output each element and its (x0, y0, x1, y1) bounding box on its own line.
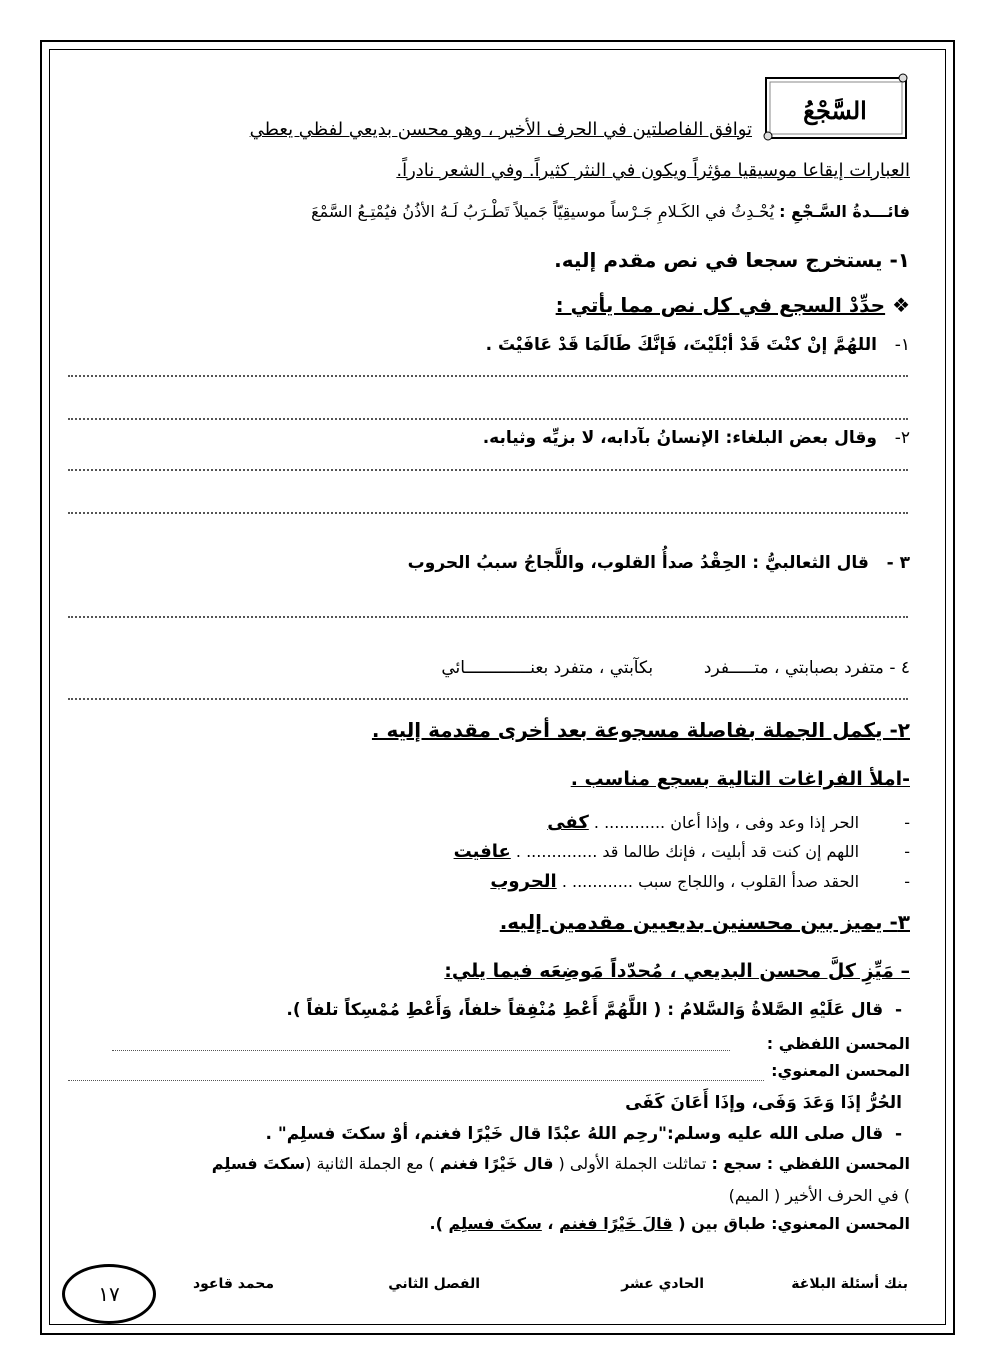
hadith-1: - قال عَلَيْهِ الصَّلاةُ وَالسَّلامُ : ( اللَّهُمَّ أَعْطِ مُنْفِقاً خلفاً، وَأَعْطِ مُمْسِكاً تلفاً ). (286, 1000, 902, 1020)
section2-instruction: -املأ الفراغات التالية بسجع مناسب . (570, 768, 910, 790)
section3-instruction: – مَيِّزِ كلَّ محسن البديعي ، مُحدّداً مَوضِعَه فيما يلي: (444, 960, 910, 982)
answer-verbal-mid: ) مع الجملة الثانية ( (305, 1154, 435, 1173)
fill-line-2-text: اللهم إن كنت قد أبليت ، فإنك طالما قد .............. . (515, 842, 860, 861)
answer-verbal-text: تماثلت الجملة الأولى ( (558, 1154, 707, 1173)
moral-label: المحسن المعنوي: (771, 1061, 910, 1080)
answer-moral-q2: سكتَ فسلِم (448, 1214, 542, 1233)
answer-line (112, 1050, 730, 1051)
answer-verbal-type: سجع : (711, 1154, 762, 1173)
fill-line-3-text: الحقد صدأ القلوب ، واللجاج سبب ............ . (561, 872, 860, 891)
item-3-text: قال الثعالبيُّ : الحِقْدُ صدأُ القلوب، واللَّجاجُ سببُ الحروب (407, 553, 869, 573)
answer-verbal-q1: قال خَيْرًا فغنم (439, 1154, 554, 1173)
fill-line-3: - الحقد صدأ القلوب ، واللجاج سبب ............ . الحروب (490, 871, 910, 892)
answer-line (68, 698, 908, 700)
item-4-part2: بكآبتي ، متفرد بعنـــــــــــــائي (441, 658, 654, 678)
verbal-label: المحسن اللفظي : (766, 1034, 910, 1053)
item-4-number: ٤ - (889, 658, 910, 678)
footer-term: الفصل الثاني (388, 1276, 480, 1292)
exercise-item-3 (408, 553, 910, 573)
diamond-bullet-icon: ❖ (892, 293, 910, 317)
page-number: ١٧ (98, 1282, 120, 1306)
answer-line (68, 469, 908, 471)
benefit-text: يُحْـدِثُ في الكَـلامِ جَـرْساً موسيقِيّاً جَميلاً تَطْـرَبُ لَـهُ الأذُنُ فيُمْتِـعُ السَّمْعَ (311, 202, 775, 221)
benefit-label: فائـــدةُ السَّـجْعِ : (779, 202, 910, 221)
section3-heading: ٣- يميز بين محسنين بديعيين مقدمين إليه. (499, 910, 910, 934)
answer-moral-sep: ، (541, 1214, 560, 1233)
intro-line-2 (396, 160, 910, 181)
fill-line-1: - الحر إذا وعد وفى ، وإذا أعان ............ . كفى (547, 812, 910, 833)
item-2-text: وقال بعض البلغاء: الإنسانُ بآدابه، لا بزيِّه وثيابه. (482, 428, 877, 448)
section1-heading: ١- يستخرج سجعا في نص مقدم إليه. (554, 248, 910, 272)
item-1-number: ١- (894, 335, 910, 355)
answer-moral (429, 1214, 910, 1233)
section1-instruction (556, 293, 910, 317)
footer-grade: الحادي عشر (621, 1276, 704, 1292)
section1-instruction-text: حدِّدْ السجع في كل نص مما يأتي : (555, 293, 886, 317)
answer-verbal-label: المحسن اللفظي : (766, 1154, 910, 1173)
fill-line-2: - اللهم إن كنت قد أبليت ، فإنك طالما قد .............. . عافيت (453, 841, 910, 862)
fill-answer-3: الحروب (490, 871, 557, 892)
hadith-1-text: قال عَلَيْهِ الصَّلاةُ وَالسَّلامُ : ( اللَّهُمَّ أَعْطِ مُنْفِقاً خلفاً، وَأَعْطِ مُمْسِكاً تلفاً ). (286, 1000, 884, 1020)
exercise-item-1 (486, 335, 910, 355)
answer-verbal-line2: ) في الحرف الأخير ( الميم) (728, 1186, 910, 1205)
exercise-item-4 (441, 658, 910, 678)
answer-moral-end: ). (429, 1214, 449, 1233)
saying: الحُرُّ إذَا وَعَدَ وَفَى، وإذَا أَعَانَ كَفَى (625, 1093, 902, 1113)
answer-line (68, 1080, 764, 1081)
answer-verbal (212, 1154, 910, 1173)
answer-moral-q1: قالَ خَيْرًا فغنم (559, 1214, 673, 1233)
item-4-part1: متفرد بصبابتي ، متـــــفرد (703, 658, 884, 678)
answer-verbal-q2: سكتَ فسلِم (211, 1154, 306, 1173)
hadith-2: - قال صلى الله عليه وسلم:"رحِم اللهُ عبْدًا قال خَيْرًا فغنم، أوْ سكتَ فسلِم" . (265, 1124, 902, 1144)
footer-bank: بنك أسئلة البلاغة (791, 1276, 908, 1292)
fill-line-1-text: الحر إذا وعد وفى ، وإذا أعان ............ . (593, 813, 860, 832)
answer-line (68, 418, 908, 420)
item-1-text: اللهُمَّ إنْ كنْتَ قَدْ أبْلَيْتَ، فَإنَّكَ طَالَمَا قَدْ عَافَيْتَ . (485, 335, 877, 355)
answer-moral-type: طباق بين ( (678, 1214, 766, 1233)
hadith-2-text: قال صلى الله عليه وسلم:"رحِم اللهُ عبْدًا قال خَيْرًا فغنم، أوْ سكتَ فسلِم" . (265, 1124, 884, 1144)
answer-line (68, 512, 908, 514)
fill-answer-1: كفى (547, 812, 589, 833)
section2-heading: ٢- يكمل الجملة بفاصلة مسجوعة بعد أخرى مقدمة إليه . (371, 718, 910, 742)
answer-line (68, 616, 908, 618)
page-title: السَّجْعُ (803, 96, 867, 125)
intro-line-2-text: العبارات إيقاعا موسيقيا مؤثراً ويكون في النثر كثيراً. وفي الشعر نادراً. (396, 160, 910, 181)
item-3-number: ٣ - (886, 553, 910, 573)
page-number-oval (62, 1264, 156, 1324)
answer-line (68, 375, 908, 377)
answer-moral-label: المحسن المعنوي: (771, 1214, 910, 1233)
item-2-number: ٢- (894, 428, 910, 448)
footer-author: محمد قاعود (192, 1276, 274, 1292)
intro-line-1: توافق الفاصلتين في الحرف الأخير ، وهو محسن بديعي لفظي يعطي (249, 119, 752, 140)
exercise-item-2 (483, 428, 910, 448)
benefit-line (311, 202, 910, 221)
fill-answer-2: عافيت (453, 841, 511, 862)
